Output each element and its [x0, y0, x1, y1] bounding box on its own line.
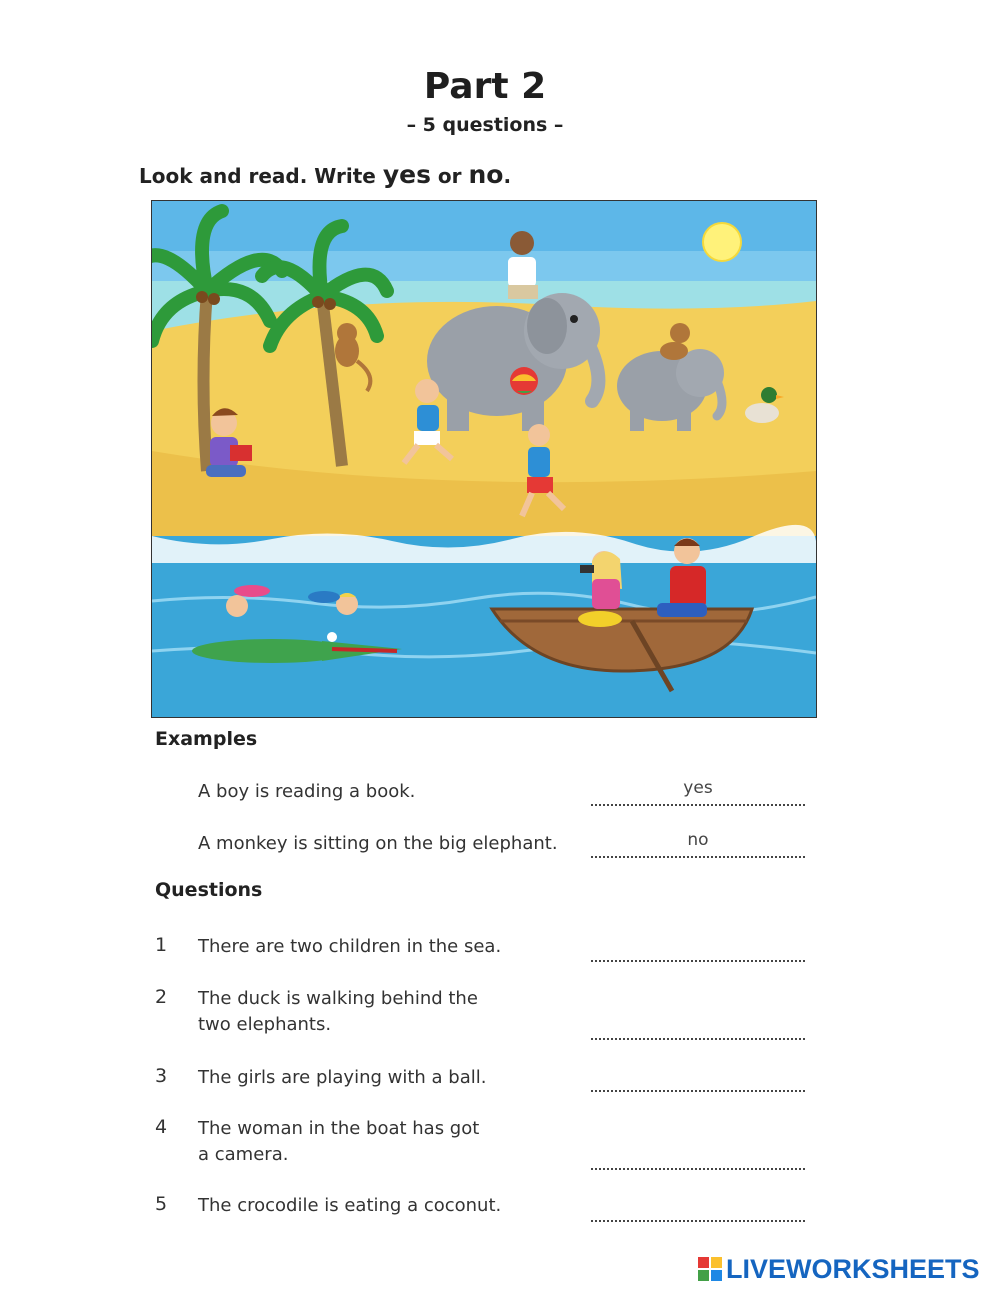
- example-2-answer: no: [591, 828, 805, 858]
- question-2-text: [198, 986, 528, 1038]
- question-2-line1: The duck is walking behind the: [198, 988, 478, 1009]
- question-2-answer-field[interactable]: [591, 1010, 805, 1040]
- sun-icon: [703, 223, 741, 261]
- example-1-answer: yes: [591, 776, 805, 806]
- question-1-text: [198, 934, 528, 960]
- page-subtitle: – 5 questions –: [406, 114, 564, 136]
- question-4-answer-field[interactable]: [591, 1140, 805, 1170]
- logo-blocks-icon: [698, 1257, 722, 1281]
- boy-on-elephant: [508, 231, 538, 299]
- question-5-answer-field[interactable]: [591, 1192, 805, 1222]
- question-5-line1: The crocodile is eating a coconut.: [198, 1195, 502, 1216]
- question-4-line2: a camera.: [198, 1144, 289, 1165]
- logo-block-yellow: [711, 1257, 722, 1268]
- instruction-prefix: Look and read. Write: [139, 164, 383, 188]
- question-4-line1: The woman in the boat has got: [198, 1118, 480, 1139]
- question-3-line1: The girls are playing with a ball.: [198, 1067, 487, 1088]
- beach-scene-illustration: [151, 200, 817, 718]
- question-1-answer-input[interactable]: [591, 933, 809, 955]
- questions-heading: Questions: [155, 879, 263, 901]
- instruction-no: no: [468, 160, 504, 189]
- instruction: [139, 160, 511, 189]
- instruction-suffix: .: [503, 164, 512, 188]
- liveworksheets-logo[interactable]: [698, 1254, 980, 1284]
- question-5-number: 5: [155, 1193, 168, 1215]
- example-1-text: A boy is reading a book.: [198, 781, 416, 802]
- question-3-answer-field[interactable]: [591, 1062, 805, 1092]
- question-2-line2: two elephants.: [198, 1014, 332, 1035]
- page-title: Part 2: [423, 66, 547, 107]
- question-1-answer-field[interactable]: [591, 932, 805, 962]
- logo-block-red: [698, 1257, 709, 1268]
- question-5-answer-input[interactable]: [591, 1193, 809, 1215]
- question-3-answer-input[interactable]: [591, 1063, 809, 1085]
- question-4-text: [198, 1116, 528, 1168]
- instruction-yes: yes: [382, 160, 431, 189]
- question-5-text: [198, 1193, 528, 1219]
- question-1-number: 1: [155, 934, 168, 956]
- question-4-number: 4: [155, 1116, 168, 1138]
- question-3-text: [198, 1065, 528, 1091]
- question-2-number: 2: [155, 986, 168, 1008]
- example-2-text: A monkey is sitting on the big elephant.: [198, 833, 558, 854]
- examples-heading: Examples: [155, 728, 258, 750]
- question-1-line1: There are two children in the sea.: [198, 936, 502, 957]
- question-2-answer-input[interactable]: [591, 1011, 809, 1033]
- logo-block-blue: [711, 1270, 722, 1281]
- logo-text: LIVEWORKSHEETS: [726, 1253, 980, 1284]
- question-4-answer-input[interactable]: [591, 1141, 809, 1163]
- question-3-number: 3: [155, 1065, 168, 1087]
- logo-block-green: [698, 1270, 709, 1281]
- instruction-middle: or: [430, 164, 469, 188]
